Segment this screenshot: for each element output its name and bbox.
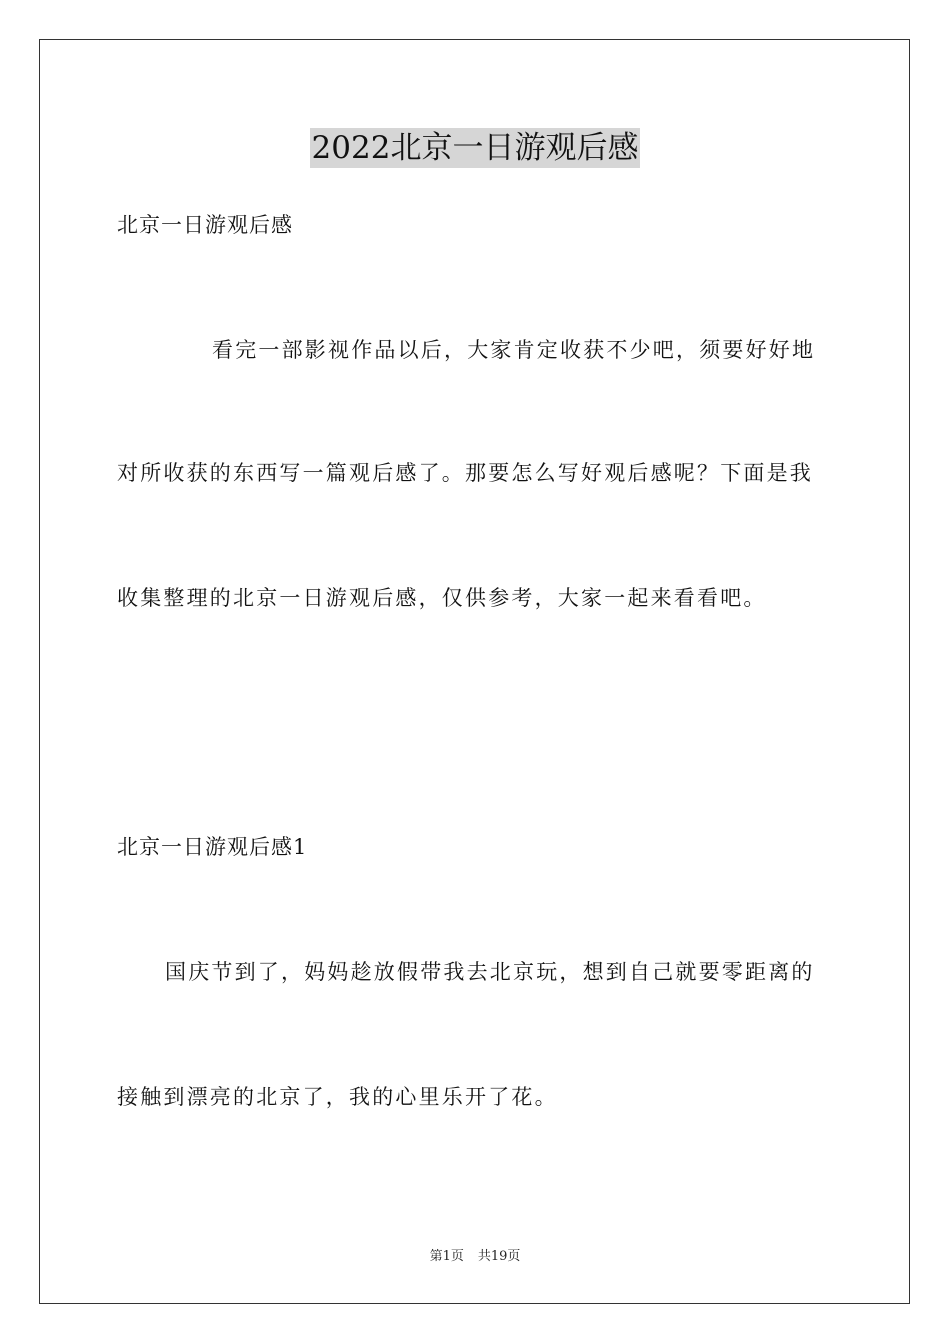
paragraph-line: 对所收获的东西写一篇观后感了。那要怎么写好观后感呢？下面是我 <box>117 461 813 485</box>
paragraph-line: 国庆节到了，妈妈趁放假带我去北京玩，想到自己就要零距离的 <box>165 960 815 984</box>
page-number-total: 共19页 <box>477 1249 521 1264</box>
page-footer <box>0 1248 950 1266</box>
paragraph-line: 接触到漂亮的北京了，我的心里乐开了花。 <box>117 1085 558 1109</box>
page-number-current: 第1页 <box>429 1249 464 1264</box>
document-title: 2022北京一日游观后感 <box>311 130 639 166</box>
title-container <box>0 128 950 168</box>
paragraph-line: 收集整理的北京一日游观后感，仅供参考，大家一起来看看吧。 <box>117 586 767 610</box>
paragraph-line: 看完一部影视作品以后，大家肯定收获不少吧，须要好好地 <box>212 338 816 362</box>
section-heading: 北京一日游观后感1 <box>117 835 308 859</box>
document-subtitle: 北京一日游观后感 <box>117 213 293 237</box>
